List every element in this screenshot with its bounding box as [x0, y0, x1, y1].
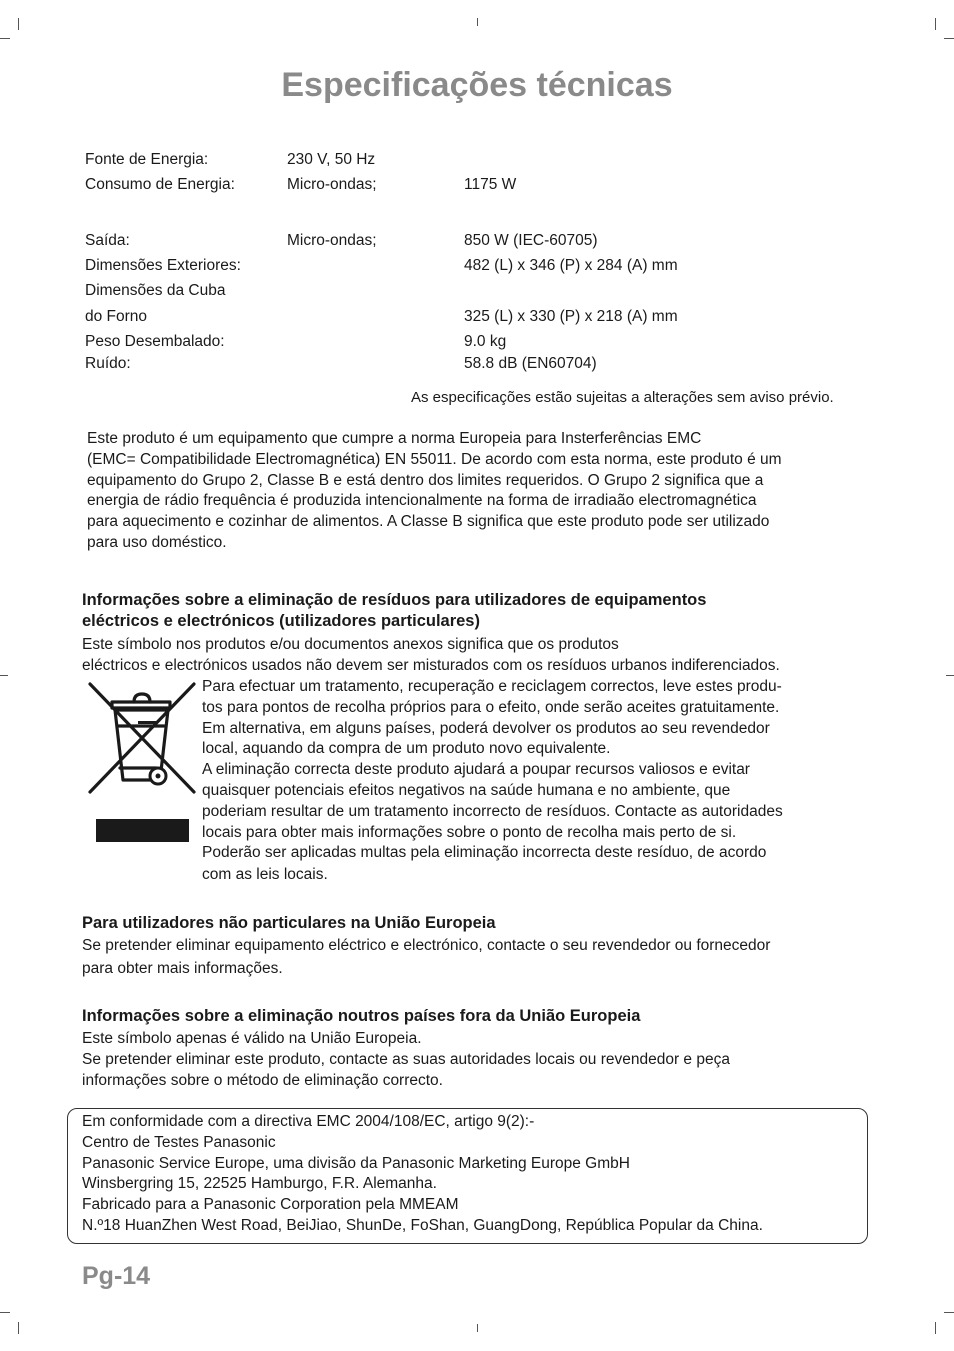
- page-number: Pg-14: [82, 1262, 151, 1290]
- crop-mark: [935, 18, 936, 30]
- paragraph-line: Este símbolo nos produtos e/ou documentos anexos significa que os produtos: [82, 636, 619, 653]
- paragraph-line: Em conformidade com a directiva EMC 2004/108/EC, artigo 9(2):-: [82, 1113, 535, 1130]
- business-body: [82, 936, 770, 980]
- section-heading: Para utilizadores não particulares na União Europeia: [82, 914, 496, 932]
- paragraph-line: Panasonic Service Europe, uma divisão da Panasonic Marketing Europe GmbH: [82, 1154, 630, 1172]
- paragraph-line: N.º18 HuanZhen West Road, BeiJiao, ShunDe, FoShan, GuangDong, República Popular da China.: [82, 1216, 763, 1234]
- crop-mark: [477, 1324, 478, 1332]
- paragraph-line: Centro de Testes Panasonic: [82, 1133, 276, 1151]
- crop-mark: [18, 1322, 19, 1334]
- paragraph-line: Se pretender eliminar este produto, contacte as suas autoridades locais ou revendedor e peça: [82, 1050, 730, 1068]
- spec-label: Ruído:: [85, 355, 131, 372]
- paragraph-line: Poderão ser aplicadas multas pela eliminação incorrecta deste resíduo, de acordo: [202, 844, 767, 862]
- paragraph-line: com as leis locais.: [202, 866, 328, 884]
- spec-sub: 230 V, 50 Hz: [287, 151, 376, 168]
- paragraph-line: tos para pontos de recolha próprios para o efeito, onde serão aceites gratuitamente.: [202, 698, 780, 716]
- paragraph-line: Para efectuar um tratamento, recuperação e reciclagem correctos, leve estes produ-: [202, 678, 782, 695]
- paragraph-line: eléctricos e electrónicos usados não devem ser misturados com os resíduos urbanos indiferenciados.: [82, 656, 780, 674]
- paragraph-line: Winsbergring 15, 22525 Hamburgo, F.R. Alemanha.: [82, 1175, 437, 1193]
- paragraph-line: local, aquando da compra de um produto novo equivalente.: [202, 740, 611, 758]
- spec-label: Peso Desembalado:: [85, 333, 225, 350]
- crop-mark: [935, 1322, 936, 1334]
- paragraph-line: Fabricado para a Panasonic Corporation pela MMEAM: [82, 1196, 459, 1214]
- paragraph-line: Este produto é um equipamento que cumpre a norma Europeia para Insterferências EMC: [87, 430, 702, 447]
- crop-mark: [0, 1312, 10, 1313]
- section-heading: Informações sobre a eliminação noutros países fora da União Europeia: [82, 1007, 641, 1025]
- paragraph-line: energia de rádio frequência é produzida intencionalmente na forma de irradiaão electromagnética: [87, 492, 757, 510]
- crop-mark: [944, 1312, 954, 1313]
- paragraph-line: quaisquer potenciais efeitos negativos na saúde humana e no ambiente, que: [202, 781, 731, 799]
- crop-mark: [946, 675, 954, 676]
- crossed-bin-icon: [86, 680, 198, 844]
- spec-sub: Micro-ondas;: [287, 232, 377, 249]
- spec-sub: Micro-ondas;: [287, 176, 377, 193]
- spec-label: do Forno: [85, 308, 148, 325]
- emc-paragraph: [87, 429, 782, 554]
- spec-note: As especificações estão sujeitas a alterações sem aviso prévio.: [411, 389, 834, 406]
- waste-body: [202, 677, 783, 886]
- paragraph-line: poderiam resultar de um tratamento incorrecto de resíduos. Contacte as autoridades: [202, 802, 783, 820]
- spec-label: Fonte de Energia:: [85, 151, 209, 168]
- paragraph-line: Este símbolo apenas é válido na União Europeia.: [82, 1030, 422, 1047]
- spec-value: 1175 W: [464, 176, 517, 193]
- paragraph-line: A eliminação correcta deste produto ajudará a poupar recursos valiosos e evitar: [202, 761, 750, 779]
- crop-mark: [18, 18, 19, 30]
- paragraph-line: locais para obter mais informações sobre o ponto de recolha mais perto de si.: [202, 823, 737, 841]
- spec-value: 325 (L) x 330 (P) x 218 (A) mm: [464, 308, 678, 325]
- paragraph-line: (EMC= Compatibilidade Electromagnética) EN 55011. De acordo com esta norma, este produto é um: [87, 450, 782, 468]
- section-heading: [82, 590, 706, 632]
- spec-label: Dimensões Exteriores:: [85, 257, 241, 274]
- crop-mark: [0, 675, 8, 676]
- paragraph-line: para aquecimento e cozinhar de alimentos. A Classe B significa que este produto pode ser utilizado: [87, 513, 770, 531]
- paragraph-line: Se pretender eliminar equipamento eléctrico e electrónico, contacte o seu revendedor ou fornecedor: [82, 937, 771, 954]
- spec-value: 58.8 dB (EN60704): [464, 355, 597, 372]
- paragraph-line: equipamento do Grupo 2, Classe B e está dentro dos limites requeridos. O Grupo 2 significa que a: [87, 471, 764, 489]
- heading-line: Informações sobre a eliminação de resíduos para utilizadores de equipamentos: [82, 591, 707, 609]
- paragraph-line: para uso doméstico.: [87, 533, 227, 551]
- crop-mark: [0, 38, 10, 39]
- spec-value: 850 W (IEC-60705): [464, 232, 598, 249]
- outside-body: [82, 1029, 730, 1091]
- spec-value: 9.0 kg: [464, 333, 507, 350]
- spec-label: Consumo de Energia:: [85, 176, 235, 193]
- waste-intro: [82, 635, 780, 677]
- spec-value: 482 (L) x 346 (P) x 284 (A) mm: [464, 257, 678, 274]
- paragraph-line: para obter mais informações.: [82, 959, 283, 977]
- crop-mark: [477, 18, 478, 26]
- compliance-text: [82, 1112, 763, 1237]
- spec-label: Saída:: [85, 232, 130, 249]
- page-title: Especificações técnicas: [281, 66, 673, 104]
- spec-label: Dimensões da Cuba: [85, 282, 226, 299]
- heading-line: eléctricos e electrónicos (utilizadores particulares): [82, 612, 480, 630]
- paragraph-line: informações sobre o método de eliminação correcto.: [82, 1071, 443, 1089]
- paragraph-line: Em alternativa, em alguns países, poderá devolver os produtos ao seu revendedor: [202, 719, 770, 737]
- crop-mark: [944, 38, 954, 39]
